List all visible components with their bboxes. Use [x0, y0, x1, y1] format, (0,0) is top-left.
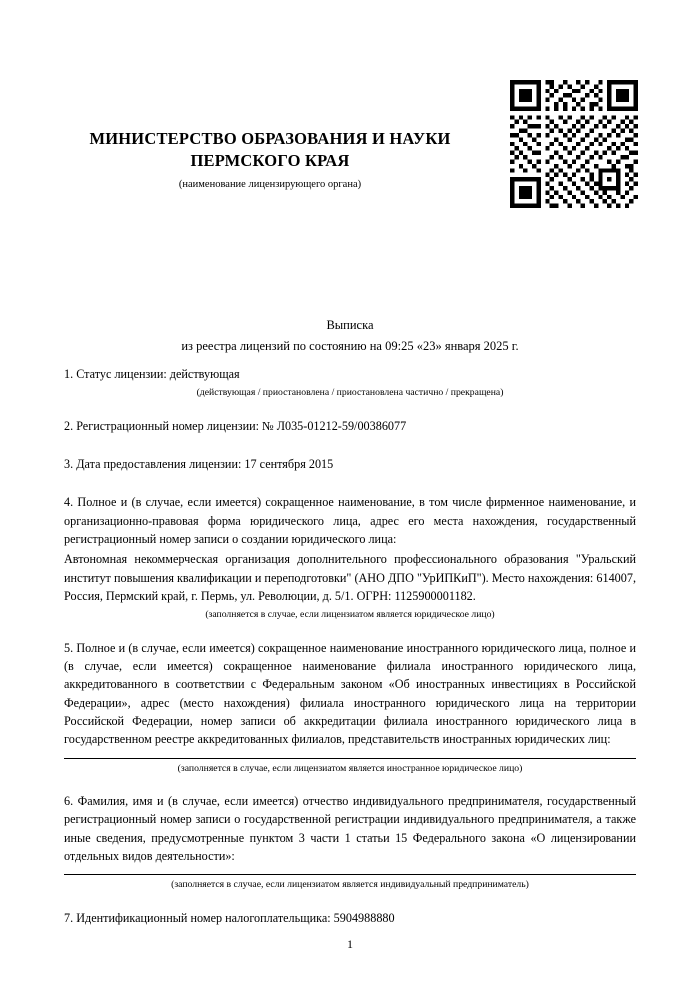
page-subtitle: из реестра лицензий по состоянию на 09:25 «23» января 2025 г.	[181, 338, 519, 353]
qr-code-icon	[510, 80, 638, 208]
item-2	[64, 417, 636, 435]
issuing-authority-caption: (наименование лицензирующего органа)	[178, 178, 362, 190]
item-6	[64, 792, 636, 893]
item-7-text: 7. Идентификационный номер налогоплательщика: 5904988880	[64, 910, 395, 925]
item-6-note: (заполняется в случае, если лицензиатом является индивидуальный предприниматель)	[171, 879, 529, 891]
page-number: 1	[347, 937, 353, 951]
item-4-value: Автономная некоммерческая организация дополнительного профессионального образования "Уральский институт повышения квалификации и переподготовки" (АНО ДПО "УрИПКиП"). Место нахождения: 614007, Россия, Пермский край, г. Пермь, ул. Революции, д. 5/1. ОГРН: 1125900001182.	[64, 552, 636, 603]
item-4-text: 4. Полное и (в случае, если имеется) сокращенное наименование, в том числе фирменное наименование, и организационно-правовая форма юридического лица, адрес его места нахождения, государственный регистрационный номер записи о создании юридического лица:	[64, 495, 636, 547]
item-6-fill-line	[64, 874, 636, 875]
item-1-note: (действующая / приостановлена / приостановлена частично / прекращена)	[196, 387, 504, 399]
item-6-text: 6. Фамилия, имя и (в случае, если имеется) отчество индивидуального предпринимателя, государственный регистрационный номер записи о государственной регистрации индивидуального предпринимателя, а также иные сведения, предусмотренные пунктом 3 части 1 статьи 15 Федерального закона «О лицензировании отдельных видов деятельности»:	[64, 794, 636, 863]
item-4	[64, 493, 636, 622]
issuing-authority-name: МИНИСТЕРСТВО ОБРАЗОВАНИЯ И НАУКИ ПЕРМСКОГО КРАЯ	[89, 129, 451, 170]
document-header	[60, 128, 480, 190]
item-5-note: (заполняется в случае, если лицензиатом является иностранное юридическое лицо)	[177, 762, 523, 774]
item-2-text: 2. Регистрационный номер лицензии: № Л035-01212-59/00386077	[64, 418, 407, 433]
document-body	[64, 365, 636, 930]
item-5-fill-line	[64, 758, 636, 759]
item-5	[64, 639, 636, 776]
item-1-text: 1. Статус лицензии: действующая	[64, 367, 240, 381]
item-3	[64, 455, 636, 473]
document-title-block	[60, 315, 640, 356]
item-1	[64, 365, 636, 401]
page-title: Выписка	[326, 318, 374, 332]
item-5-text: 5. Полное и (в случае, если имеется) сокращенное наименование иностранного юридического лица, полное и (в случае, если имеется) сокращенное наименование филиала иностранного юридического лица, аккредитованного в соответствии с Федеральным законом «Об иностранных инвестициях в Российской Федерации», адрес (место нахождения) филиала иностранного юридического лица на территории Российской Федерации, номер записи об аккредитации филиала иностранного юридического лица в государственном реестре аккредитованных филиалов, представительств иностранных юридических лиц:	[64, 640, 636, 747]
item-7	[64, 909, 636, 927]
item-4-note: (заполняется в случае, если лицензиатом является юридическое лицо)	[205, 609, 495, 621]
item-3-text: 3. Дата предоставления лицензии: 17 сентября 2015	[64, 457, 334, 472]
